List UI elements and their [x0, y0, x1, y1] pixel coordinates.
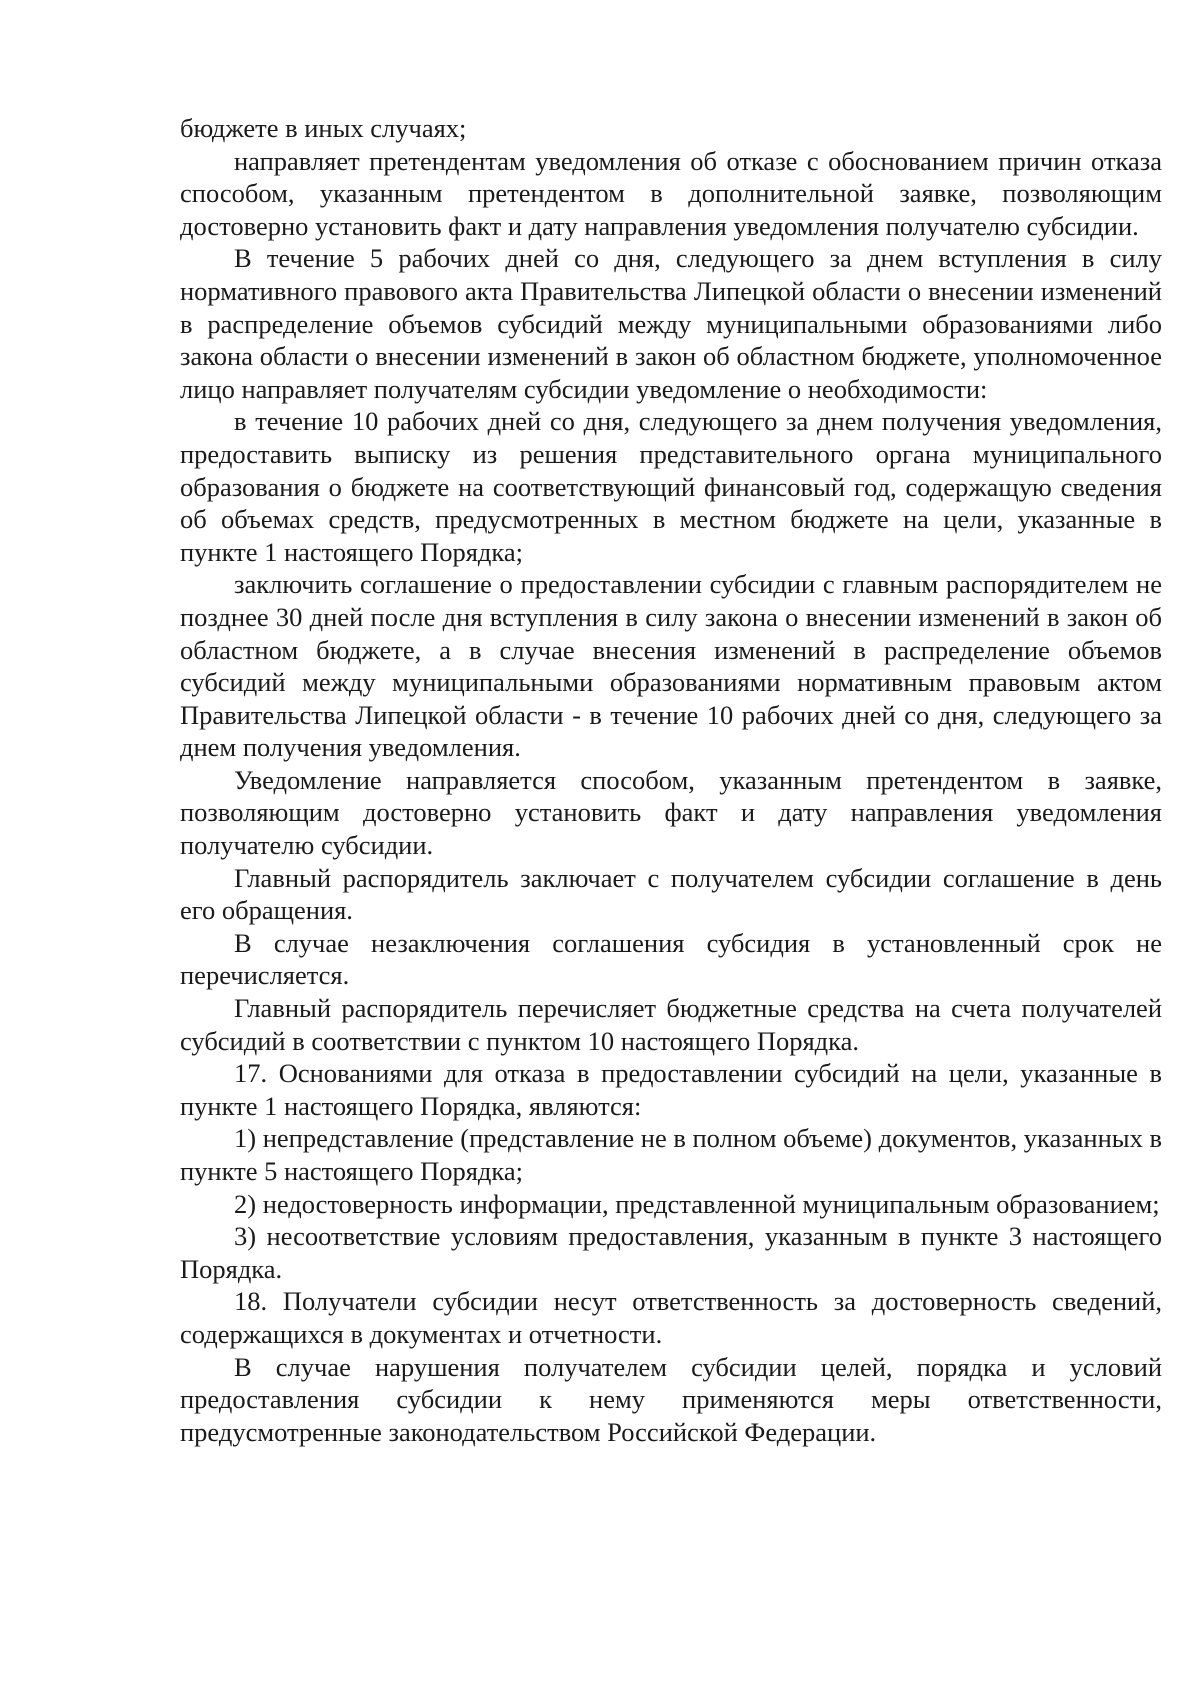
- paragraph-conclude-agreement: заключить соглашение о предоставлении субсидии с главным распорядителем не позднее 30 дней после дня вступления в силу закона о внесении изменений в закон об областном бюджете, а в случае внесения изменений в распределение объемов субсидий между муниципальными образованиями нормативным правовым актом Правительства Липецкой области - в течение 10 рабочих дней со дня, следующего за днем получения уведомления.: [180, 569, 1162, 763]
- paragraph-liability: В случае нарушения получателем субсидии целей, порядка и условий предоставления субсидии к нему применяются меры ответственности, предусмотренные законодательством Российской Федерации.: [180, 1351, 1162, 1447]
- paragraph-non-conclusion: В случае незаключения соглашения субсидия в установленный срок не перечисляется.: [180, 927, 1162, 991]
- paragraph-refusal-notice: направляет претендентам уведомления об отказе с обоснованием причин отказа способом, указанным претендентом в дополнительной заявке, позволяющим достоверно установить факт и дату направления уведомления получателю субсидии.: [180, 145, 1162, 241]
- paragraph-continuation: бюджете в иных случаях;: [180, 113, 467, 143]
- paragraph-item-18: 18. Получатели субсидии несут ответственность за достоверность сведений, содержащихся в документах и отчетности.: [180, 1286, 1162, 1349]
- paragraph-five-days: В течение 5 рабочих дней со дня, следующего за днем вступления в силу нормативного правового акта Правительства Липецкой области о внесении изменений в распределение объемов субсидий между муниципальными образованиями либо закона области о внесении изменений в закон об областном бюджете, уполномоченное лицо направляет получателям субсидии уведомление о необходимости:: [180, 243, 1162, 404]
- paragraph-ground-3: 3) несоответствие условиям предоставления, указанным в пункте 3 настоящего Порядка.: [180, 1221, 1162, 1284]
- paragraph-transfer-funds: Главный распорядитель перечисляет бюджетные средства на счета получателей субсидий в соответствии с пунктом 10 настоящего Порядка.: [180, 993, 1162, 1056]
- paragraph-ten-days-extract: в течение 10 рабочих дней со дня, следующего за днем получения уведомления, предоставить выписку из решения представительного органа муниципального образования о бюджете на соответствующий финансовый год, содержащую сведения об объемах средств, предусмотренных в местном бюджете на цели, указанные в пункте 1 настоящего Порядка;: [180, 406, 1162, 567]
- document-body: [180, 112, 1162, 1448]
- paragraph-notice-method: Уведомление направляется способом, указанным претендентом в заявке, позволяющим достоверно установить факт и дату направления уведомления получателю субсидии.: [180, 764, 1162, 861]
- paragraph-agreement-day: Главный распорядитель заключает с получателем субсидии соглашение в день его обращения.: [180, 862, 1162, 926]
- paragraph-ground-2: 2) недостоверность информации, представленной муниципальным образованием;: [234, 1188, 1160, 1219]
- paragraph-ground-1: 1) непредставление (представление не в полном объеме) документов, указанных в пункте 5 настоящего Порядка;: [180, 1123, 1162, 1186]
- paragraph-item-17: 17. Основаниями для отказа в предоставлении субсидий на цели, указанные в пункте 1 настоящего Порядка, являются:: [180, 1058, 1162, 1121]
